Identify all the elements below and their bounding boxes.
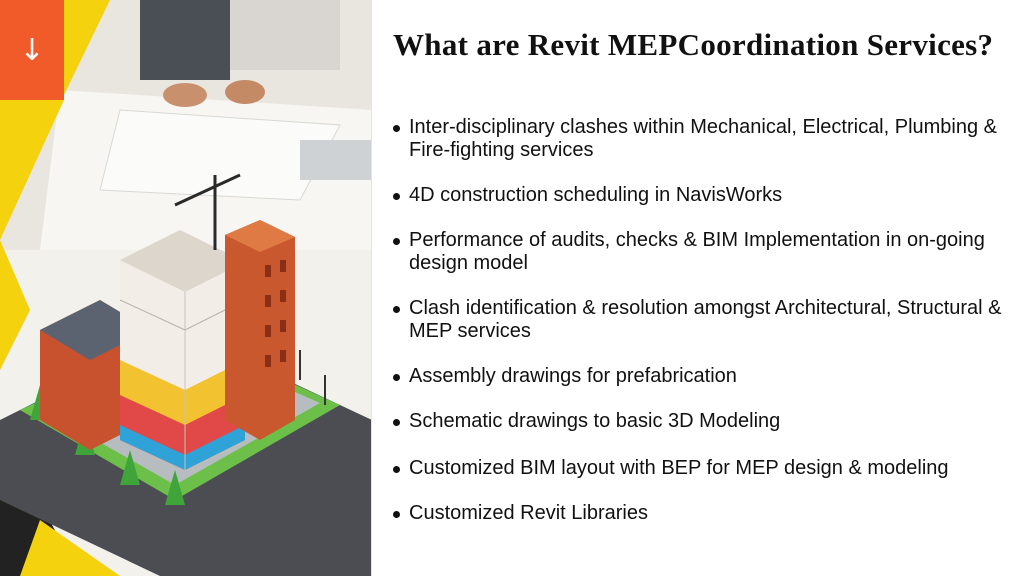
services-bullet-list [390, 116, 1010, 525]
bullet-item: Schematic drawings to basic 3D Modeling [390, 410, 1010, 433]
bullet-item: 4D construction scheduling in NavisWorks [390, 184, 1010, 207]
down-arrow-icon[interactable]: ↓ [0, 0, 64, 100]
slide-title: What are Revit MEPCoordination Services? [393, 27, 994, 62]
bullet-item: Assembly drawings for prefabrication [390, 365, 1010, 388]
bullet-item: Customized BIM layout with BEP for MEP design & modeling [390, 457, 1010, 480]
illustration-panel [0, 0, 372, 576]
bullet-item: Clash identification & resolution amongst Architectural, Structural & MEP services [390, 297, 1010, 343]
bullet-item: Performance of audits, checks & BIM Implementation in on-going design model [390, 229, 1010, 275]
bullet-item: Customized Revit Libraries [390, 502, 1010, 525]
panel-divider [371, 0, 372, 576]
bullet-item: Inter-disciplinary clashes within Mechanical, Electrical, Plumbing & Fire-fighting services [390, 116, 1010, 162]
